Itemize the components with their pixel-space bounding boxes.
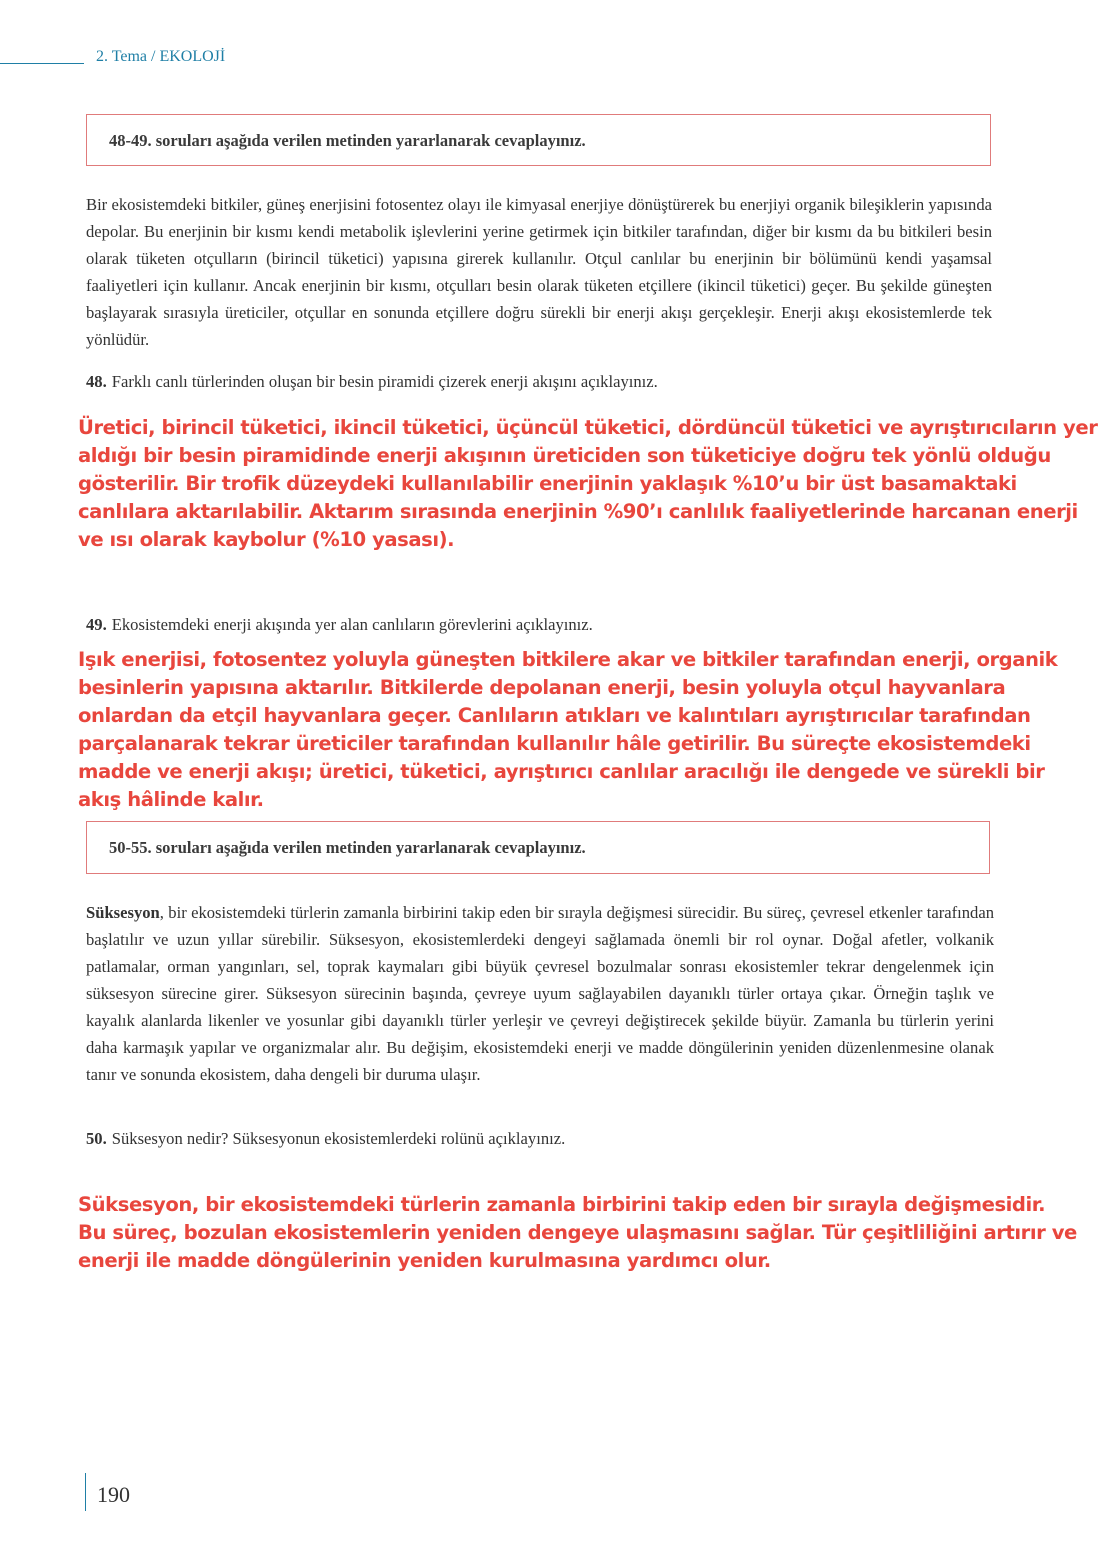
question-50 bbox=[86, 1129, 565, 1149]
question-text: Farklı canlı türlerinden oluşan bir besin piramidi çizerek enerji akışını açıklayınız. bbox=[111, 372, 658, 391]
header-rule bbox=[0, 63, 84, 64]
question-49 bbox=[86, 615, 593, 635]
running-header: 2. Tema / EKOLOJİ bbox=[96, 48, 226, 65]
page-number: 190 bbox=[97, 1482, 130, 1507]
reading-passage-succession bbox=[86, 899, 994, 1088]
question-number: 50. bbox=[86, 1129, 107, 1148]
passage-text: , bir ekosistemdeki türlerin zamanla birbirini takip eden bir sırayla değişmesi sürecidir. Bu süreç, çevresel etkenler tarafından başlatılır ve uzun yıllar sürebilir. Süksesyon, ekosistemlerdeki dengeyi sağlamada önemli bir rol oynar. Doğal afetler, volkanik patlamalar, orman yangınları, sel, toprak kaymaları gibi büyük çevresel bozulmalar sonrası ekosistemler tekrar dengelenmek için süksesyon sürecine girer. Süksesyon sürecinin başında, çevreye uyum sağlayabilen dayanıklı türler ortaya çıkar. Örneğin taşlık ve kayalık alanlarda likenler ve yosunlar gibi dayanıklı türler yerleşir ve çevreyi değiştirecek şekilde büyür. Zamanla bu türlerin yerini daha karmaşık yapılar ve organizmalar alır. Bu değişim, ekosistemdeki enerji ve madde döngülerinin yeniden düzenlenmesine olanak tanır ve sonunda ekosistem, daha dengeli bir duruma ulaşır. bbox=[86, 903, 994, 1084]
question-text: Ekosistemdeki enerji akışında yer alan canlıların görevlerini açıklayınız. bbox=[111, 615, 593, 634]
answer-50: Süksesyon, bir ekosistemdeki türlerin zamanla birbirini takip eden bir sırayla değişmesidir. Bu süreç, bozulan ekosistemlerin yeniden dengeye ulaşmasını sağlar. Tür çeşitliliğini artırır ve enerji ile madde döngülerinin yeniden kurulmasına yardımcı olur. bbox=[78, 1193, 1077, 1272]
reading-passage-energy-flow: Bir ekosistemdeki bitkiler, güneş enerjisini fotosentez olayı ile kimyasal enerjiye dönüştürerek bu enerjiyi organik bileşiklerin yapısında depolar. Bu enerjinin bir kısmı kendi metabolik işlevlerini yerine getirmek için bitkiler tarafından, diğer bir kısmı da bu bitkileri besin olarak tüketen otçulların (birincil tüketici) yapısına girerek kullanılır. Otçul canlılar bu enerjinin bir bölümünü kendi yaşamsal faaliyetleri için kullanır. Ancak enerjinin bir kısmı, otçulları besin olarak tüketen etçillere (ikincil tüketici) geçer. Bu şekilde güneşten başlayarak sırasıyla üreticiler, otçullar en sonunda etçillere doğru sürekli bir enerji akışı gerçekleşir. Enerji akışı ekosistemlerde tek yönlüdür. bbox=[86, 195, 992, 349]
instruction-box-50-55 bbox=[86, 821, 990, 874]
term-succession: Süksesyon bbox=[86, 903, 160, 922]
question-text: Süksesyon nedir? Süksesyonun ekosistemlerdeki rolünü açıklayınız. bbox=[111, 1129, 566, 1148]
instruction-text: 50-55. soruları aşağıda verilen metinden yararlanarak cevaplayınız. bbox=[109, 838, 586, 857]
question-48 bbox=[86, 372, 658, 392]
answer-49: Işık enerjisi, fotosentez yoluyla güneşten bitkilere akar ve bitkiler tarafından enerji, organik besinlerin yapısına aktarılır. Bitkilerde depolanan enerji, besin yoluyla otçul hayvanlara onlardan da etçil hayvanlara geçer. Canlıların atıkları ve kalıntıları ayrıştırıcılar tarafından parçalanarak tekrar üreticiler tarafından kullanılır hâle getirilir. Bu süreçte ekosistemdeki madde ve enerji akışı; üretici, tüketici, ayrıştırıcı canlılar aracılığı ile dengede ve sürekli bir akış hâlinde kalır. bbox=[78, 648, 1058, 811]
instruction-text: 48-49. soruları aşağıda verilen metinden yararlanarak cevaplayınız. bbox=[109, 131, 586, 150]
footer-rule bbox=[85, 1473, 86, 1511]
question-number: 48. bbox=[86, 372, 107, 391]
question-number: 49. bbox=[86, 615, 107, 634]
answer-48: Üretici, birincil tüketici, ikincil tüketici, üçüncül tüketici, dördüncül tüketici ve ayrıştırıcıların yer aldığı bir besin piramidinde enerji akışının üreticiden son tüketiciye doğru tek yönlü olduğu gösterilir. Bir trofik düzeydeki kullanılabilir enerjinin yaklaşık %10’u bir üst basamaktaki canlılara aktarılabilir. Aktarım sırasında enerjinin %90’ı canlılık faaliyetlerinde harcanan enerji ve ısı olarak kaybolur (%10 yasası). bbox=[78, 416, 1098, 551]
instruction-box-48-49 bbox=[86, 114, 991, 166]
